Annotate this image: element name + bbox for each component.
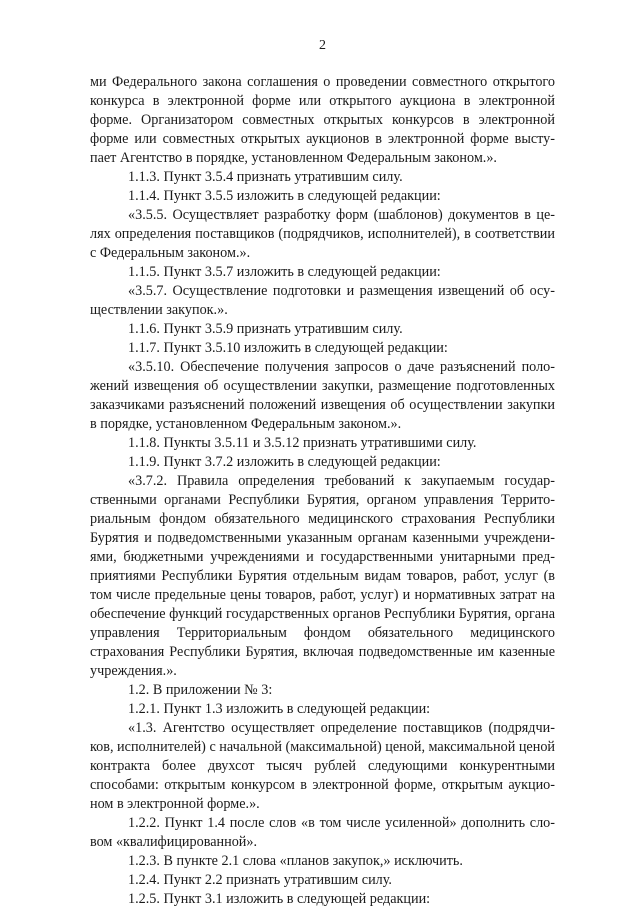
paragraph: 1.2.3. В пункте 2.1 слова «планов закупок,» исключить. [128,853,463,869]
paragraph: 1.1.9. Пункт 3.7.2 изложить в следующей редакции: [128,454,441,470]
document-body [90,73,555,909]
paragraph: «1.3. Агентство осуществляет определение поставщиков (подрядчиков, исполнителей) с начальной (максимальной) ценой, максимальной ценой контракта более двухсот тысяч рублей следующими конкурентными способами: открытым конкурсом в электронной форме, открытым аукционом в электронной форме.». [90,720,555,812]
paragraph: ми Федерального закона соглашения о проведении совместного открытого конкурса в электронной форме или открытого аукциона в электронной форме. Организатором совместных открытых конкурсов в электронной форме или совместных открытых аукционов в электронной форме выступает Агентство в порядке, установленном Федеральным законом.». [90,74,555,166]
paragraph: «3.7.2. Правила определения требований к закупаемым государственными органами Республики Бурятия, органом управления Территориальным фондом обязательного медицинского страхования Республики Бурятия и подведомственными указанным органам казенными учреждениями, бюджетными учреждениями и государственными унитарными предприятиями Республики Бурятия отдельным видам товаров, работ, услуг (в том числе предельные цены товаров, работ, услуг) и нормативных затрат на обеспечение функций государственных органов Республики Бурятия, органа управления Территориальным фондом обязательного медицинского страхования Республики Бурятия, включая подведомственные им казенные учреждения.». [90,473,555,679]
paragraph: 1.2. В приложении № 3: [128,682,273,698]
paragraph: 1.2.5. Пункт 3.1 изложить в следующей редакции: [128,891,431,907]
paragraph: «3.5.10. Обеспечение получения запросов о даче разъяснений положений извещения об осуществлении закупки, размещение подготовленных заказчиками разъяснений положений извещения об осуществлении закупки в порядке, установленном Федеральным законом.». [90,359,555,432]
paragraph: 1.1.5. Пункт 3.5.7 изложить в следующей редакции: [128,264,441,280]
paragraph: «3.5.7. Осуществление подготовки и размещения извещений об осуществлении закупок.». [90,283,555,318]
paragraph: 1.1.7. Пункт 3.5.10 изложить в следующей редакции: [128,340,448,356]
paragraph: 1.1.4. Пункт 3.5.5 изложить в следующей редакции: [128,188,441,204]
paragraph: 1.2.4. Пункт 2.2 признать утратившим силу. [128,872,392,888]
paragraph: 1.1.6. Пункт 3.5.9 признать утратившим силу. [128,321,403,337]
paragraph: 1.1.8. Пункты 3.5.11 и 3.5.12 признать утратившими силу. [128,435,477,451]
paragraph: 1.2.1. Пункт 1.3 изложить в следующей редакции: [128,701,431,717]
paragraph: 1.1.3. Пункт 3.5.4 признать утратившим силу. [128,169,403,185]
page-number: 2 [319,38,326,53]
paragraph: «3.5.5. Осуществляет разработку форм (шаблонов) документов в целях определения поставщиков (подрядчиков, исполнителей), в соответствии с Федеральным законом.». [90,207,555,261]
paragraph: 1.2.2. Пункт 1.4 после слов «в том числе усиленной» дополнить словом «квалифицированной». [90,815,555,850]
